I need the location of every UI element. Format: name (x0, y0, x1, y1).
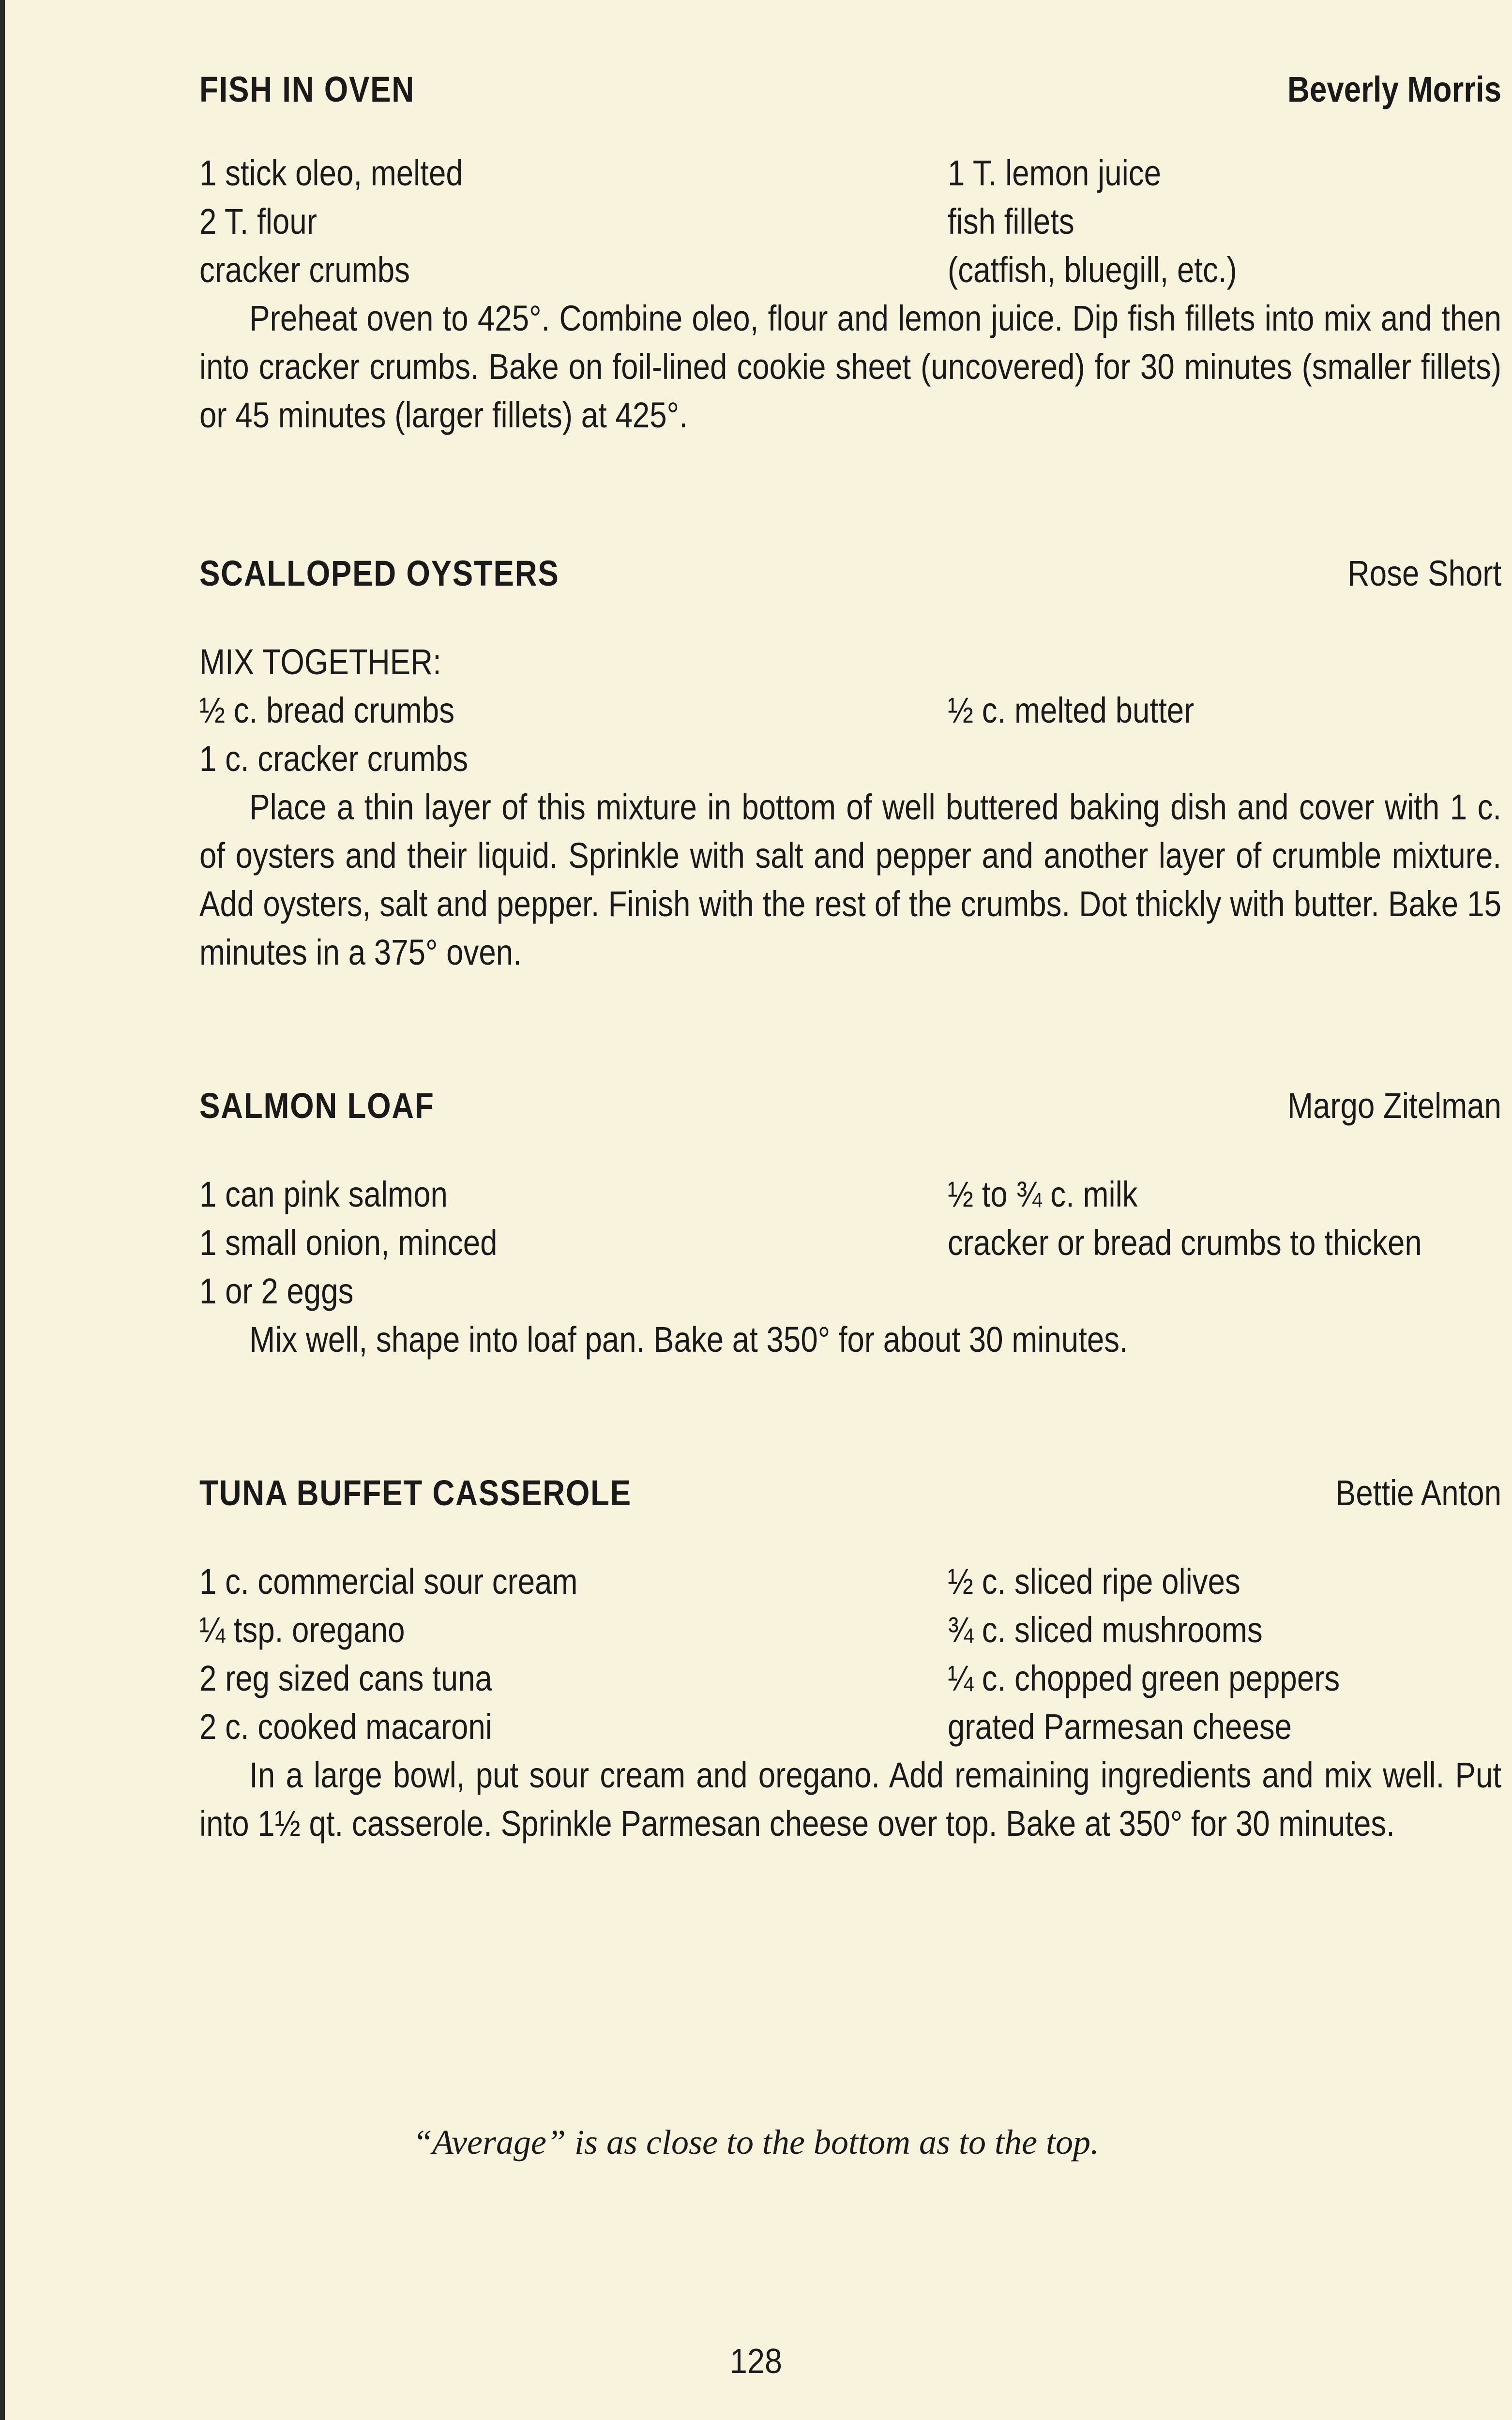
page-edge (0, 0, 5, 2420)
recipe-instructions: Preheat oven to 425°. Combine oleo, flour and lemon juice. Dip fish fillets into mix and then into cracker crumbs. Bake on foil-lined cookie sheet (uncovered) for 30 minutes (smaller fillets) or 45 minutes (larger fillets) at 425°. (199, 298, 1502, 435)
ingredient: ½ to ¾ c. milk (948, 1174, 1138, 1214)
ingredient-row (199, 149, 1501, 197)
page-number: 128 (729, 2342, 783, 2381)
ingredient: (catfish, bluegill, etc.) (948, 250, 1237, 290)
recipe-header (199, 1467, 1501, 1520)
ingredient: ½ c. bread crumbs (199, 690, 455, 730)
recipe-salmon-loaf (199, 1079, 1501, 1364)
recipe-title: FISH IN OVEN (199, 69, 415, 109)
ingredient: 2 c. cooked macaroni (199, 1707, 492, 1747)
ingredient-row (199, 1606, 1501, 1654)
ingredient-row (199, 246, 1501, 294)
ingredient: ¾ c. sliced mushrooms (948, 1610, 1263, 1650)
ingredient-row (199, 1654, 1501, 1703)
ingredient: ½ c. sliced ripe olives (948, 1561, 1240, 1602)
recipe-author: Beverly Morris (1287, 69, 1501, 109)
ingredient: 1 c. commercial sour cream (199, 1561, 578, 1602)
ingredient: 1 small onion, minced (199, 1223, 498, 1263)
ingredient-row (199, 197, 1501, 246)
recipe-title: TUNA BUFFET CASSEROLE (199, 1473, 632, 1513)
ingredient-row (199, 735, 1501, 783)
ingredient: 1 T. lemon juice (948, 153, 1162, 193)
ingredient-row (199, 1219, 1501, 1267)
ingredient: ¼ tsp. oregano (199, 1610, 405, 1650)
ingredient-row (199, 1170, 1501, 1219)
ingredient-row (199, 1267, 1501, 1316)
recipe-title: SALMON LOAF (199, 1086, 435, 1126)
ingredient: ¼ c. chopped green peppers (948, 1658, 1340, 1698)
ingredient: 2 T. flour (199, 201, 317, 242)
ingredient-list (199, 638, 1501, 783)
recipe-header (199, 63, 1501, 116)
ingredient-row (199, 686, 1501, 735)
ingredient: cracker crumbs (199, 250, 410, 290)
ingredient-list (199, 1558, 1501, 1751)
ingredient: 1 can pink salmon (199, 1174, 448, 1214)
recipe-title: SCALLOPED OYSTERS (199, 553, 559, 593)
mix-together-label: MIX TOGETHER: (199, 642, 441, 682)
recipe-tuna-buffet-casserole (199, 1467, 1501, 1848)
ingredient-list (199, 149, 1501, 294)
recipe-author: Margo Zitelman (1287, 1086, 1501, 1126)
recipe-header (199, 1079, 1501, 1133)
recipe-fish-in-oven (199, 63, 1501, 439)
recipe-instructions: In a large bowl, put sour cream and oregano. Add remaining ingredients and mix well. Put into 1½ qt. casserole. Sprinkle Parmesan cheese over top. Bake at 350° for 30 minutes. (199, 1755, 1502, 1844)
ingredient: grated Parmesan cheese (948, 1707, 1292, 1747)
ingredient: ½ c. melted butter (948, 690, 1194, 730)
recipe-instructions: Place a thin layer of this mixture in bottom of well buttered baking dish and cover with 1 c. of oysters and their liquid. Sprinkle with salt and pepper and another layer of crumble mixture. Add oysters, salt and pepper. Finish with the rest of the crumbs. Dot thickly with butter. Bake 15 minutes in a 375° oven. (199, 787, 1502, 972)
recipe-scalloped-oysters (199, 547, 1501, 977)
ingredient: 2 reg sized cans tuna (199, 1658, 492, 1698)
recipe-author: Rose Short (1347, 553, 1501, 593)
ingredient-row (199, 1703, 1501, 1751)
ingredient: 1 stick oleo, melted (199, 153, 463, 193)
recipe-header (199, 547, 1501, 600)
ingredient: cracker or bread crumbs to thicken (948, 1223, 1422, 1263)
ingredient: 1 c. cracker crumbs (199, 739, 469, 779)
recipe-instructions: Mix well, shape into loaf pan. Bake at 350° for about 30 minutes. (249, 1319, 1128, 1360)
ingredient: fish fillets (948, 201, 1074, 242)
ingredient-list (199, 1170, 1501, 1316)
ingredient-row (199, 1558, 1501, 1606)
recipe-author: Bettie Anton (1335, 1473, 1501, 1513)
footer-quote: “Average” is as close to the bottom as to the top. (413, 2123, 1099, 2162)
ingredient: 1 or 2 eggs (199, 1271, 354, 1311)
